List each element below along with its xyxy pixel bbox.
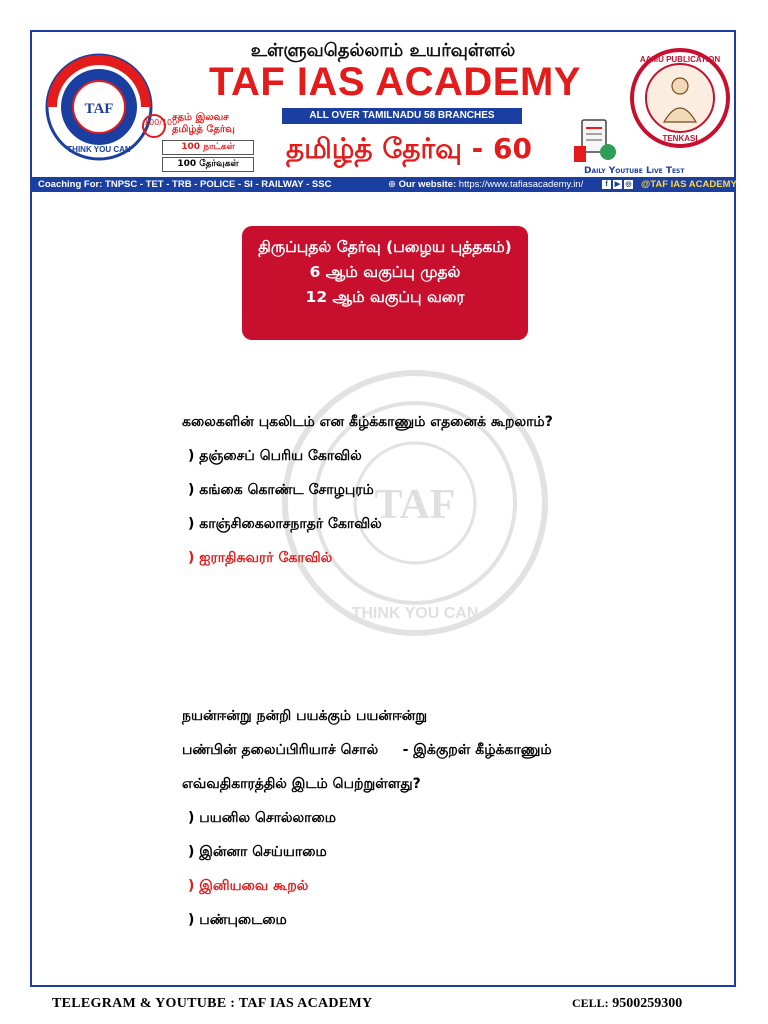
website-label: Our website: <box>398 179 457 190</box>
header <box>32 32 734 190</box>
youtube-icon[interactable]: ▶ <box>614 180 621 188</box>
days-count: 100 நாட்கள் <box>162 140 254 155</box>
clipboard-test-icon <box>572 118 618 164</box>
question2-option-a: ) பயனில சொல்லாமை <box>188 810 336 826</box>
academy-name: TAF IAS ACADEMY <box>209 60 581 104</box>
social-icons <box>602 177 635 192</box>
website-url[interactable]: https://www.tafiasacademy.in/ <box>458 179 584 190</box>
days-box <box>162 140 254 174</box>
free-test-label <box>172 112 242 136</box>
question1-option-a: ) தஞ்சைப் பெரிய கோவில் <box>188 448 362 464</box>
question1-text: கலைகளின் புகலிடம் என கீழ்க்காணும் எதனைக் கூறலாம்? <box>182 414 553 430</box>
title-box <box>242 226 528 340</box>
cell-number[interactable]: 9500259300 <box>612 996 683 1011</box>
question2-option-d: ) பண்புடைமை <box>188 912 287 928</box>
question1-option-c: ) காஞ்சிகைலாசநாதர் கோவில் <box>188 516 382 532</box>
free-test-line1: சதம் இலவச <box>172 112 229 123</box>
question2-line1: நயன்ஈன்று நன்றி பயக்கும் பயன்ஈன்று <box>182 708 428 724</box>
tagline: உள்ளுவதெல்லாம் உயர்வுள்ளல் <box>250 40 516 61</box>
academy-logo-motto: THINK YOU CAN <box>67 145 131 154</box>
question1-option-b: ) கங்கை கொண்ட சோழபுரம் <box>188 482 374 498</box>
footer-social: TELEGRAM & YOUTUBE : TAF IAS ACADEMY <box>52 996 373 1011</box>
publication-seal-top: AAMU PUBLICATION <box>639 55 721 64</box>
title-line3: 12 ஆம் வகுப்பு வரை <box>305 288 465 306</box>
title-line2: 6 ஆம் வகுப்பு முதல் <box>309 263 461 281</box>
website-info <box>388 177 583 192</box>
instagram-icon[interactable]: ◎ <box>625 180 632 188</box>
watermark-logo <box>280 368 550 638</box>
social-handle[interactable]: @TAF IAS ACADEMY <box>641 179 737 190</box>
branches-banner: ALL OVER TAMILNADU 58 BRANCHES <box>282 108 522 124</box>
question2-line2: பண்பின் தலைப்பிரியாச் சொல் - இக்குறள் கீழ்க்காணும் <box>182 742 552 758</box>
question2-option-b: ) இன்னா செய்யாமை <box>188 844 327 860</box>
publication-seal <box>630 48 730 148</box>
academy-logo-center: TAF <box>84 101 114 117</box>
question2-option-c-correct: ) இனியவை கூறல் <box>188 878 309 894</box>
watermark-bottom-text: THINK YOU CAN <box>351 605 479 622</box>
coaching-courses: Coaching For: TNPSC - TET - TRB - POLICE - SI - RAILWAY - SSC <box>38 179 332 190</box>
academy-logo <box>44 52 154 162</box>
title-line1: திருப்புதல் தேர்வு (பழைய புத்தகம்) <box>258 238 512 256</box>
cell-label: CELL: <box>572 996 609 1010</box>
free-test-line2: தமிழ்த் தேர்வு <box>172 124 235 135</box>
daily-live-test-label: Daily Youtube Live Test <box>584 166 685 176</box>
coaching-strip <box>32 177 737 192</box>
question1-option-d-correct: ) ஐராதிசுவரர் கோவில் <box>188 550 333 566</box>
test-title: தமிழ்த் தேர்வு - 60 <box>286 132 532 165</box>
hundred-badge: 100/100 <box>142 114 166 138</box>
globe-icon: ⊕ <box>388 179 396 190</box>
watermark-center-text: TAF <box>374 482 456 528</box>
tests-count: 100 தேர்வுகள் <box>162 157 254 172</box>
question2-line3: எவ்வதிகாரத்தில் இடம் பெற்றுள்ளது? <box>182 776 421 792</box>
facebook-icon[interactable]: f <box>602 180 611 189</box>
footer-contact <box>572 996 682 1012</box>
publication-seal-bottom: TENKASI <box>662 134 698 143</box>
